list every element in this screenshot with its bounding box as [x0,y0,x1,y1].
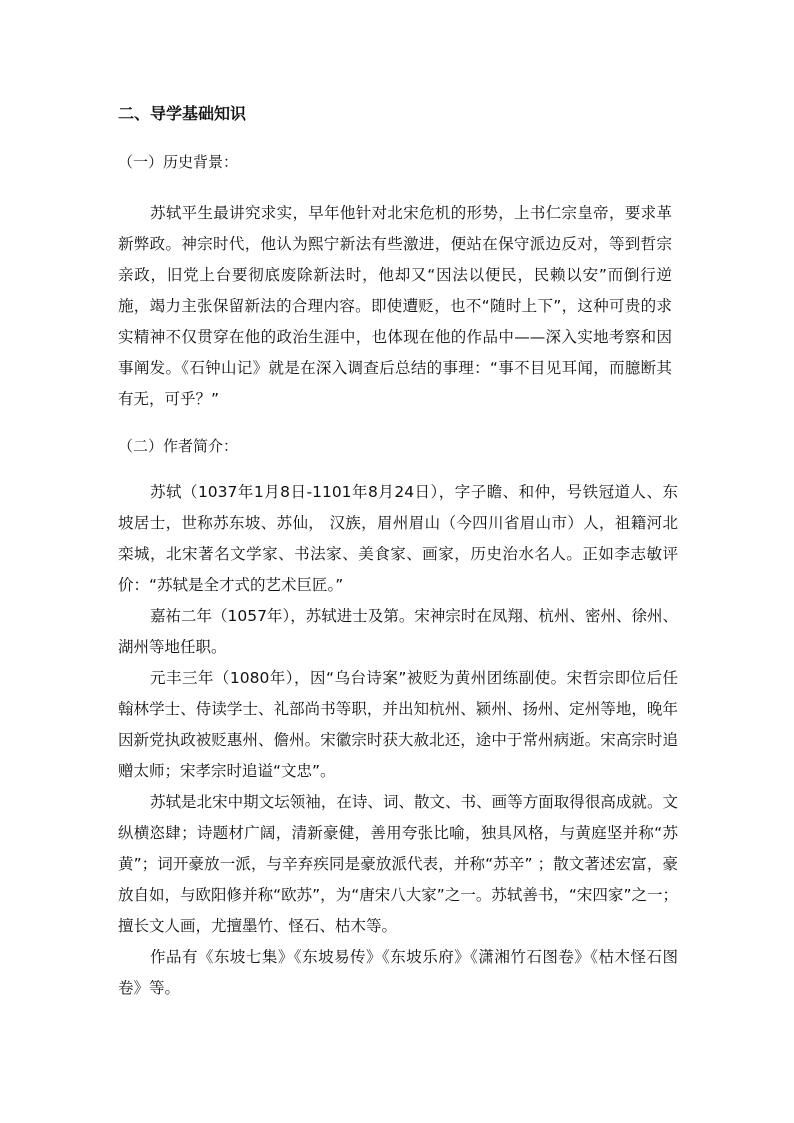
history-paragraph: 苏轼平生最讲究求实，早年他针对北宋危机的形势，上书仁宗皇帝，要求革新弊政。神宗时代，他认为熙宁新法有些激进，便站在保守派边反对，等到哲宗亲政，旧党上台要彻底废除新法时，他却又“因法以便民，民赖以安”而倒行逆施，竭力主张保留新法的合理内容。即使遭贬，也不“随时上下”，这种可贵的求实精神不仅贯穿在他的政治生涯中，也体现在他的作品中——深入实地考察和因事阐发。《石钟山记》就是在深入调查后总结的事理：“事不目见耳闻，而臆断其有无，可乎？” [118,204,672,408]
author-paragraph-bio: 苏轼（1037年1月8日-1101年8月24日），字子瞻、和仲，号铁冠道人、东坡居士，世称苏东坡、苏仙， 汉族，眉州眉山（今四川省眉山市）人，祖籍河北栾城，北宋著名文学家、书法家、美食家、画家，历史治水名人。正如李志敏评价：“苏轼是全才式的艺术巨匠。” [118,483,678,594]
author-paragraph-career: 元丰三年（1080年），因“乌台诗案”被贬为黄州团练副使。宋哲宗即位后任翰林学士、侍读学士、礼部尚书等职，并出知杭州、颍州、扬州、定州等地，晚年因新党执政被贬惠州、儋州。宋徽宗时获大赦北还，途中于常州病逝。宋高宗时追赠太师；宋孝宗时追谥“文忠”。 [118,669,678,780]
history-heading: （一）历史背景： [118,153,239,171]
author-paragraph-achievements: 苏轼是北宋中期文坛领袖，在诗、词、散文、书、画等方面取得很高成就。文纵横恣肆；诗题材广阔，清新豪健，善用夸张比喻，独具风格，与黄庭坚并称“苏黄”；词开豪放一派，与辛弃疾同是豪放派代表，并称“苏辛” ；散文著述宏富，豪放自如，与欧阳修并称“欧苏”，为“唐宋八大家”之一。苏轼善书，“宋四家”之一；擅长文人画，尤擅墨竹、怪石、枯木等。 [118,793,678,935]
author-heading: （二）作者简介： [118,437,239,455]
section-title: 二、导学基础知识 [118,104,247,123]
author-paragraph-jinshi: 嘉祐二年（1057年），苏轼进士及第。宋神宗时在凤翔、杭州、密州、徐州、湖州等地任职。 [118,607,678,656]
author-paragraph-works: 作品有《东坡七集》《东坡易传》《东坡乐府》《潇湘竹石图卷》《枯木怪石图卷》等。 [118,948,678,997]
